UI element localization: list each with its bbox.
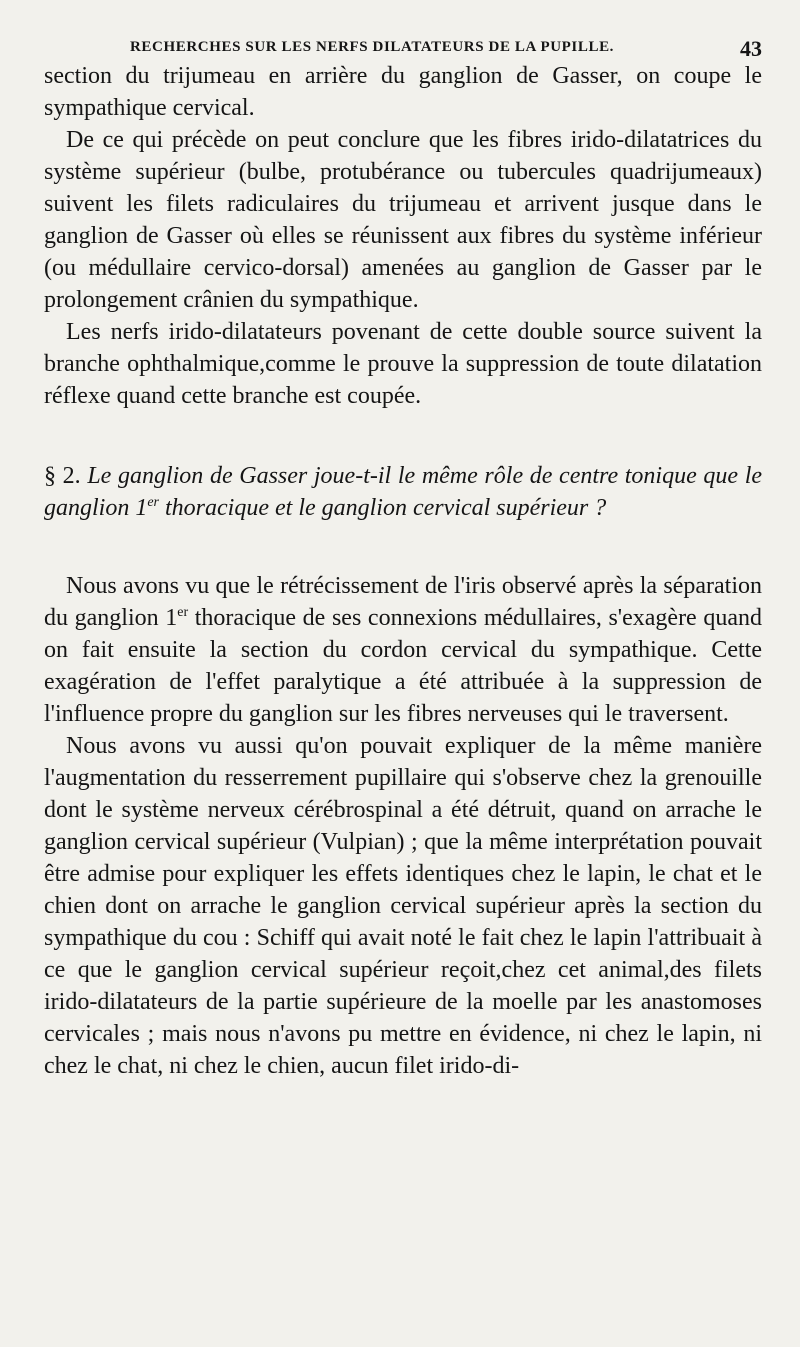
paragraph-retrecissement [44, 570, 762, 730]
section-title [44, 460, 762, 524]
page-header [44, 30, 762, 60]
section-title-superscript: er [147, 495, 160, 510]
paragraph-augmentation: Nous avons vu aussi qu'on pouvait expliquer de la même manière l'augmentation du resserrement pupillaire qui s'observe chez la grenouille dont le système nerveux cérébrospinal a été détruit, quand on arrache le ganglion cervical supérieur (Vulpian) ; que la même interprétation pouvait être admise pour expliquer les effets identiques chez le lapin, le chat et le chien dont on arrache le ganglion cervical supérieur après la section du sympathique du cou : Schiff qui avait noté le fait chez le lapin l'attribuait à ce que le ganglion cervical supérieur reçoit,chez cet animal,des filets irido-dilatateurs de la partie supérieure de la moelle par les anastomoses cervicales ; mais nous n'avons pu mettre en évidence, ni chez le lapin, ni chez le chat, ni chez le chien, aucun filet irido-di- [44, 733, 762, 1079]
page-number: 43 [740, 36, 762, 61]
page-text [44, 60, 762, 1082]
paragraph-retrecissement-superscript: er [177, 605, 189, 620]
section-spacer [44, 524, 762, 570]
section-title-part2: thoracique et le ganglion cervical supérieur ? [159, 495, 607, 521]
paragraph-conclusion: De ce qui précède on peut conclure que les fibres irido-dilatatrices du système supérieur (bulbe, protubérance ou tubercules quadrijumeaux) suivent les filets radiculaires du trijumeau et arrivent jusque dans le ganglion de Gasser où elles se réunissent aux fibres du système inférieur (ou médullaire cervico-dorsal) amenées au ganglion de Gasser par le prolongement crânien du sympathique. [44, 127, 762, 313]
paragraph-continuation: section du trijumeau en arrière du ganglion de Gasser, on coupe le sympathique cervical. [44, 63, 762, 121]
paragraph-branch: Les nerfs irido-dilatateurs povenant de cette double source suivent la branche ophthalmique,comme le prouve la suppression de toute dilatation réflexe quand cette branche est coupée. [44, 319, 762, 409]
section-title-part1: Le ganglion de Gasser joue-t-il le même rôle de centre tonique que le ganglion 1 [44, 463, 763, 521]
running-head: RECHERCHES SUR LES NERFS DILATATEURS DE LA PUPILLE. [130, 39, 615, 55]
paragraph-retrecissement-part2: thoracique de ses connexions médullaires, s'exagère quand on fait ensuite la section du cordon cervical du sympathique. Cette exagération de l'effet paralytique a été attribuée à la suppression de l'influence propre du ganglion sur les fibres nerveuses qui le traversent. [44, 605, 762, 727]
paragraph-retrecissement-part1: Nous avons vu que le rétrécissement de l'iris observé après la séparation du ganglion 1 [44, 573, 762, 631]
section-mark: § 2. [44, 463, 81, 489]
